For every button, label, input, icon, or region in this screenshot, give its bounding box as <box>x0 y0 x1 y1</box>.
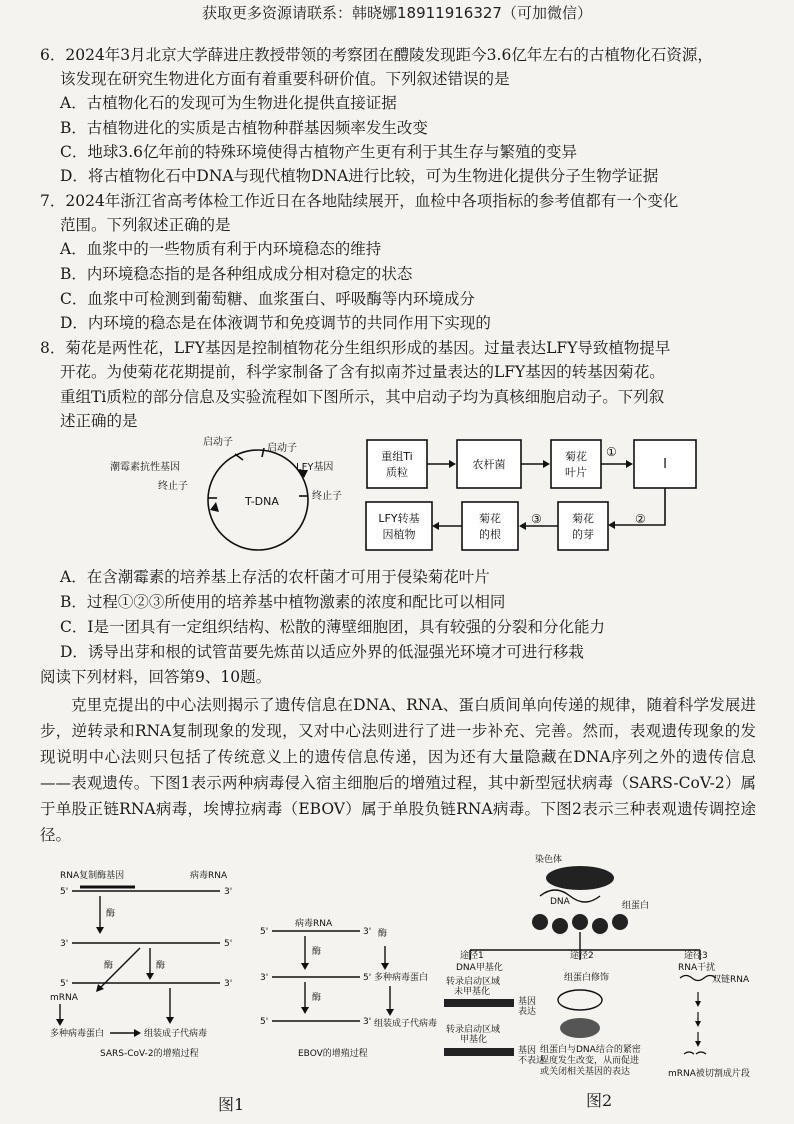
fig2-chromosome: 染色体 <box>535 855 563 865</box>
q6-stem-line2: 该发现在研究生物进化方面有着重要科研价值。下列叙述错误的是 <box>60 70 510 88</box>
fig2-path3-name: RNA干扰 <box>678 963 716 973</box>
arrow-head-left <box>210 502 219 512</box>
fig1-3prime-c: 3' <box>224 979 233 989</box>
q8-option-a[interactable]: A．在含潮霉素的培养基上存活的农杆菌才可用于侵染菊花叶片 <box>60 568 490 586</box>
flow-box-root-l2: 的根 <box>479 528 501 541</box>
q8-stem-line3: 重组Ti质粒的部分信息及实验流程如下图所示，其中启动子均为真核细胞启动子。下列叙 <box>60 388 665 406</box>
q8-stem-line4: 述正确的是 <box>60 412 138 430</box>
q7-stem-line2: 范围。下列叙述正确的是 <box>60 216 231 234</box>
fig2-path2-name: 组蛋白修饰 <box>564 973 610 983</box>
plasmid-lfy-gene: LFY基因 <box>296 462 334 473</box>
fig1-5prime-a: 5' <box>60 887 69 897</box>
fig1-e-3prime-a: 3' <box>363 927 372 937</box>
q7-option-b[interactable]: B．内环境稳态指的是各种组成成分相对稳定的状态 <box>60 265 413 283</box>
fig2-mrna-cut: mRNA被切割成片段 <box>668 1069 750 1079</box>
flow-box-shoot-l2: 的芽 <box>572 528 594 541</box>
fig1-e-3prime-c: 3' <box>363 1017 372 1027</box>
q8-option-b[interactable]: B．过程①②③所使用的培养基中植物激素的浓度和配比可以相同 <box>60 593 506 611</box>
fig1-caption-sars: SARS-CoV-2的增殖过程 <box>100 1049 199 1059</box>
q7-option-d[interactable]: D．内环境的稳态是在体液调节和免疫调节的共同作用下实现的 <box>60 314 491 332</box>
fig2-noexpr-l2: 不表达 <box>518 1056 546 1066</box>
flow-box-transgenic-l1: LFY转基 <box>378 512 420 525</box>
fig1-5prime-b: 5' <box>224 939 233 949</box>
fig1-3prime-b: 3' <box>60 939 69 949</box>
figure1 <box>40 860 440 1060</box>
fig2-histone: 组蛋白 <box>622 901 650 911</box>
fig2-noexpr-l1: 基因 <box>518 1046 537 1056</box>
q7-option-c[interactable]: C．血浆中可检测到葡萄糖、血浆蛋白、呼吸酶等内环境成分 <box>60 290 475 308</box>
reading-intro: 阅读下列材料，回答第9、10题。 <box>40 668 272 686</box>
fig2-unmeth-l1: 转录启动区域 <box>446 977 501 987</box>
fig2-hist-text2: 程度发生改变，从而促进 <box>540 1056 640 1066</box>
reading-passage: 克里克提出的中心法则揭示了遗传信息在DNA、RNA、蛋白质间单向传递的规律，随着科学发展进步，逆转录和RNA复制现象的发现，又对中心法则进行了进一步补充、完善。然而，表观遗传现象的发现说明中心法则只包括了传统意义上的遗传信息传递，因为还有大量隐藏在DNA序列之外的遗传信息——表观遗传。下图1表示两种病毒侵入宿主细胞后的增殖过程，其中新型冠状病毒（SARS-CoV-2）属于单股正链RNA病毒，埃博拉病毒（EBOV）属于单股负链RNA病毒。下图2表示三种表观遗传调控途径。 <box>40 696 756 844</box>
fig1-enzyme-a: 酶 <box>106 909 116 919</box>
fig1-assemble: 组装成子代病毒 <box>144 1029 208 1039</box>
q7-option-a[interactable]: A．血浆中的一些物质有利于内环境稳态的维持 <box>60 240 382 258</box>
fig1-mrna: mRNA <box>50 993 78 1003</box>
flow-box-leaf-l1: 菊花 <box>565 450 587 463</box>
q6-option-d[interactable]: D．将古植物化石中DNA与现代植物DNA进行比较，可为生物进化提供分子生物学证据 <box>60 167 659 185</box>
fig1-e-5prime-b: 5' <box>363 973 372 983</box>
flow-box-shoot-l1: 菊花 <box>572 512 594 525</box>
q6-option-c[interactable]: C．地球3.6亿年前的特殊环境使得古植物产生更有利于其生存与繁殖的变异 <box>60 143 578 161</box>
fig1-e-enzyme-a: 酶 <box>312 947 322 957</box>
fig1-enzyme-c: 酶 <box>156 961 166 971</box>
flow-box-plasmid-l2: 质粒 <box>386 466 408 479</box>
plasmid-resistance-gene: 潮霉素抗性基因 <box>110 462 180 473</box>
fig2-expr-l2: 表达 <box>518 1007 537 1017</box>
fig1-viral-rna: 病毒RNA <box>190 871 228 881</box>
q8-figure <box>100 430 720 565</box>
flow-step-1: ① <box>606 445 617 459</box>
fig1-3prime-a: 3' <box>224 887 233 897</box>
fig1-5prime-c: 5' <box>60 979 69 989</box>
fig2-unmeth-l2: 未甲基化 <box>454 987 491 997</box>
flow-box-transgenic-l2: 因植物 <box>382 528 416 541</box>
plasmid-promoter1: 启动子 <box>203 437 233 448</box>
fig2-hist-text1: 组蛋白与DNA结合的紧密 <box>540 1045 641 1055</box>
q7-stem-line1: 7．2024年浙江省高考体检工作近日在各地陆续展开，血检中各项指标的参考值都有一个变化 <box>40 192 679 210</box>
q8-stem-line1: 8．菊花是两性花，LFY基因是控制植物花分生组织形成的基因。过量表达LFY导致植物提早 <box>40 339 671 357</box>
fig1-e-proteins: 多种病毒蛋白 <box>374 973 429 983</box>
fig1-rdrp-gene: RNA复制酶基因 <box>60 871 125 881</box>
contact-header: 获取更多资源请联系：韩晓娜18911916327（可加微信） <box>202 4 592 22</box>
q8-option-c[interactable]: C．I是一团具有一定组织结构、松散的薄壁细胞团，具有较强的分裂和分化能力 <box>60 618 605 636</box>
fig1-viral-proteins: 多种病毒蛋白 <box>50 1029 105 1039</box>
fig1-enzyme-b: 酶 <box>104 961 114 971</box>
fig2-meth-l2: 甲基化 <box>460 1035 488 1045</box>
plasmid-promoter2: 启动子 <box>267 443 297 454</box>
fig1-e-enzyme-b: 酶 <box>312 993 322 1003</box>
plasmid-tdna-label: T-DNA <box>245 495 279 508</box>
fig1-ebov-viral-rna: 病毒RNA <box>295 919 333 929</box>
flow-box-plasmid-l1: 重组Ti <box>381 450 413 463</box>
fig2-path1: 途径1 <box>460 951 484 961</box>
flow-step-2: ② <box>635 512 646 526</box>
fig2-meth-l1: 转录启动区域 <box>446 1025 501 1035</box>
fig2-path1-name: DNA甲基化 <box>456 963 503 973</box>
q8-option-d[interactable]: D．诱导出芽和根的试管苗要先炼苗以适应外界的低湿强光环境才可进行移栽 <box>60 643 584 661</box>
fig2-hist-text3: 或关闭相关基因的表达 <box>540 1067 631 1077</box>
flow-box-agrobacterium: 农杆菌 <box>472 458 506 471</box>
q6-option-a[interactable]: A．古植物化石的发现可为生物进化提供直接证据 <box>60 94 397 112</box>
plasmid-terminator1: 终止子 <box>158 481 188 492</box>
fig2-path3: 途径3 <box>684 951 708 961</box>
fig2-path2: 途径2 <box>570 951 594 961</box>
fig1-e-5prime-c: 5' <box>260 1017 269 1027</box>
q6-option-b[interactable]: B．古植物进化的实质是古植物种群基因频率发生改变 <box>60 119 428 137</box>
fig1-e-5prime-a: 5' <box>260 927 269 937</box>
flow-box-callus: I <box>663 457 667 472</box>
flow-box-root-l1: 菊花 <box>479 512 501 525</box>
figure1-label: 图1 <box>218 1095 245 1114</box>
flow-step-3: ③ <box>531 512 542 526</box>
figure2 <box>440 852 760 1090</box>
q8-stem-line2: 开花。为使菊花花期提前，科学家制备了含有拟南芥过量表达的LFY基因的转基因菊花。 <box>60 363 665 381</box>
fig1-e-assemble: 组装成子代病毒 <box>374 1019 438 1029</box>
fig2-chromosome-shape <box>546 866 614 890</box>
q6-stem-line1: 6．2024年3月北京大学薛进庄教授带领的考察团在醴陵发现距今3.6亿年左右的古植物化石资源， <box>40 46 713 64</box>
figure2-label: 图2 <box>586 1091 613 1110</box>
fig1-e-3prime-b: 3' <box>260 973 269 983</box>
flow-box-leaf-l2: 叶片 <box>565 466 587 479</box>
fig2-dna: DNA <box>550 897 570 907</box>
plasmid-terminator2: 终止子 <box>312 491 342 502</box>
fig2-dsrna: 双链RNA <box>712 975 750 985</box>
fig1-caption-ebov: EBOV的增殖过程 <box>298 1049 368 1059</box>
fig1-e-enzyme-c: 酶 <box>378 929 388 939</box>
fig2-expr-l1: 基因 <box>518 997 537 1007</box>
